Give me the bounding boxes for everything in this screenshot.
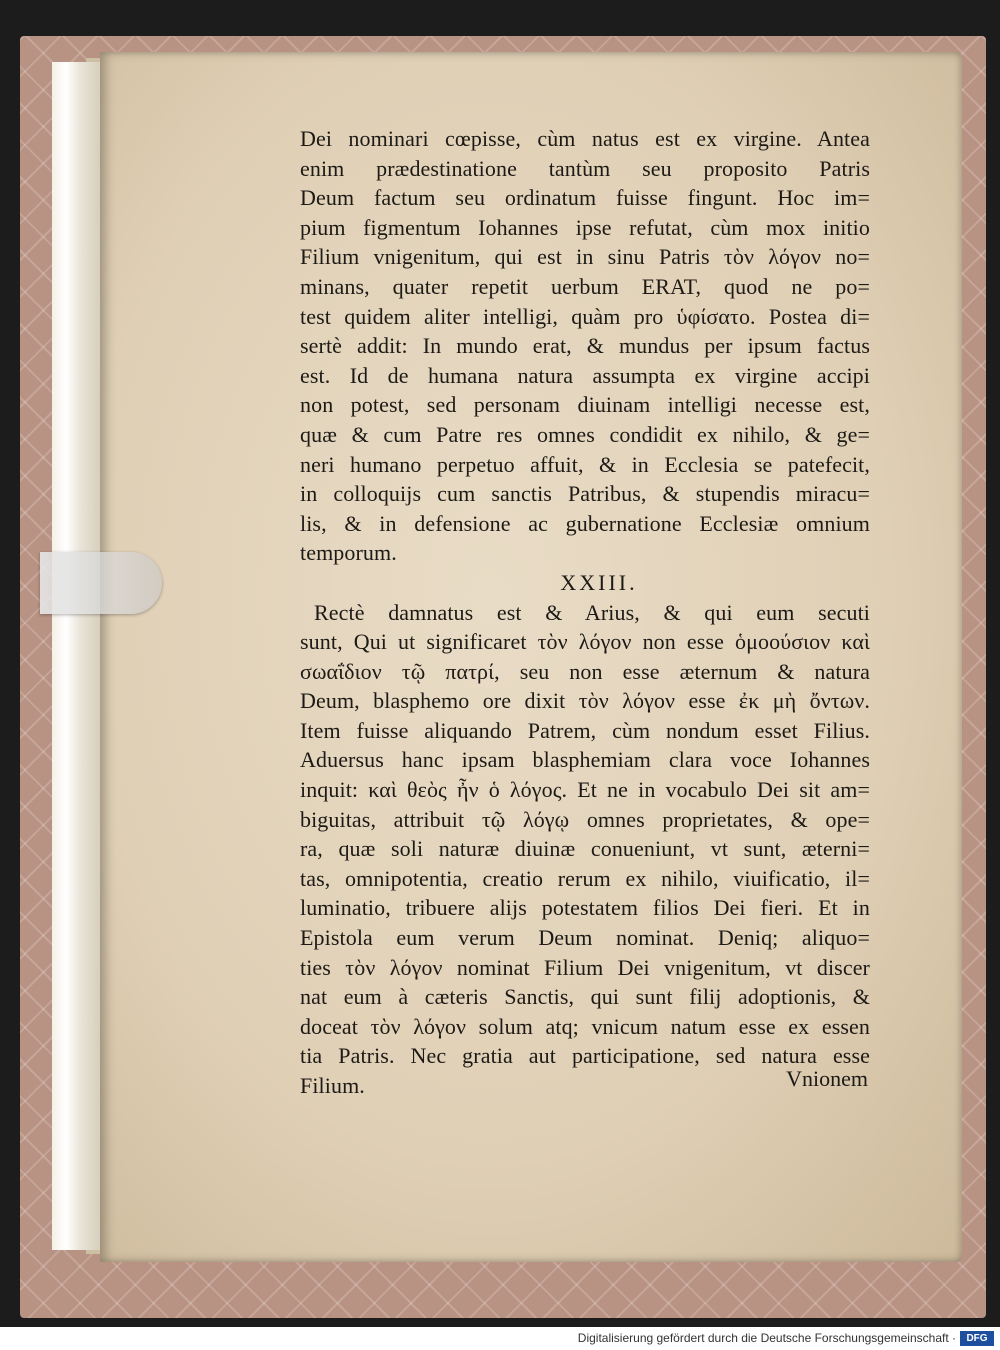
section-heading: XXIII.: [560, 569, 638, 595]
text-line: σωαΐδιον τῷ πατρί, seu non esse æternum & natura: [300, 658, 870, 684]
text-line: tas, omnipotentia, creatio rerum ex nihilo, viuificatio, il=: [300, 865, 870, 891]
text-line: Filium.: [300, 1073, 365, 1098]
text-line: Aduersus hanc ipsam blasphemiam clara voce Iohannes: [300, 747, 870, 773]
text-line: Rectè damnatus est & Arius, & qui eum secuti: [314, 599, 870, 625]
footer-bar: [0, 1327, 1000, 1350]
text-line: Epistola eum verum Deum nominat. Deniq; aliquo=: [300, 925, 870, 951]
text-line: Deum factum seu ordinatum fuisse fingunt. Hoc im=: [300, 185, 870, 211]
text-line: luminatio, tribuere alijs potestatem filios Dei fieri. Et in: [300, 895, 870, 921]
text-line: inquit: καὶ θεὸς ἦν ὁ λόγος. Et ne in vocabulo Dei sit am=: [300, 777, 870, 803]
text-line: Deum, blasphemo ore dixit τὸν λόγον esse ἐκ μὴ ὄντων.: [300, 688, 870, 714]
text-line: lis, & in defensione ac gubernatione Ecclesiæ omnium: [300, 510, 870, 536]
text-line: temporum.: [300, 540, 397, 566]
dfg-logo-icon: DFG: [960, 1331, 994, 1346]
catchword: Vnionem: [786, 1066, 868, 1091]
text-line: biguitas, attribuit τῷ λόγῳ omnes proprietates, & ope=: [300, 806, 870, 832]
text-line: doceat τὸν λόγον solum atq; vnicum natum esse ex essen: [300, 1013, 870, 1039]
text-line: sertè addit: In mundo erat, & mundus per ipsum factus: [300, 333, 870, 359]
text-line: quæ & cum Patre res omnes condidit ex nihilo, & ge=: [300, 421, 870, 447]
text-line: neri humano perpetuo affuit, & in Ecclesia se patefecit,: [300, 451, 870, 477]
page-stack-edges: [52, 62, 102, 1250]
text-line: Filium vnigenitum, qui est in sinu Patris τὸν λόγον no=: [300, 244, 870, 270]
text-line: non potest, sed personam diuinam intelligi necesse est,: [300, 392, 870, 418]
text-line: ties τὸν λόγον nominat Filium Dei vnigenitum, vt discer: [300, 954, 870, 980]
page-text-block: [300, 124, 870, 1101]
text-line: ra, quæ soli naturæ diuinæ conueniunt, vt sunt, æterni=: [300, 836, 870, 862]
footer-credit: Digitalisierung gefördert durch die Deutsche Forschungsgemeinschaft ·: [577, 1331, 956, 1345]
text-line: minans, quater repetit uerbum ERAT, quod ne po=: [300, 273, 870, 299]
text-line: sunt, Qui ut significaret τὸν λόγον non esse ὁμοούσιον καὶ: [300, 629, 870, 655]
bookmark-ribbon: [40, 552, 162, 614]
text-line: pium figmentum Iohannes ipse refutat, cùm mox initio: [300, 214, 870, 240]
text-line: in colloquijs cum sanctis Patribus, & stupendis miracu=: [300, 481, 870, 507]
text-line: test quidem aliter intelligi, quàm pro ὑφίσατο. Postea di=: [300, 303, 870, 329]
text-line: est. Id de humana natura assumpta ex virgine accipi: [300, 362, 870, 388]
text-line: Item fuisse aliquando Patrem, cùm nondum esset Filius.: [300, 717, 870, 743]
text-line: nat eum à cæteris Sanctis, qui sunt filij adoptionis, &: [300, 984, 870, 1010]
text-line: Dei nominari cœpisse, cùm natus est ex virgine. Antea: [300, 126, 870, 151]
text-line: tia Patris. Nec gratia aut participatione, sed natura esse: [300, 1043, 870, 1069]
text-line: enim prædestinatione tantùm seu proposito Patris: [300, 155, 870, 181]
